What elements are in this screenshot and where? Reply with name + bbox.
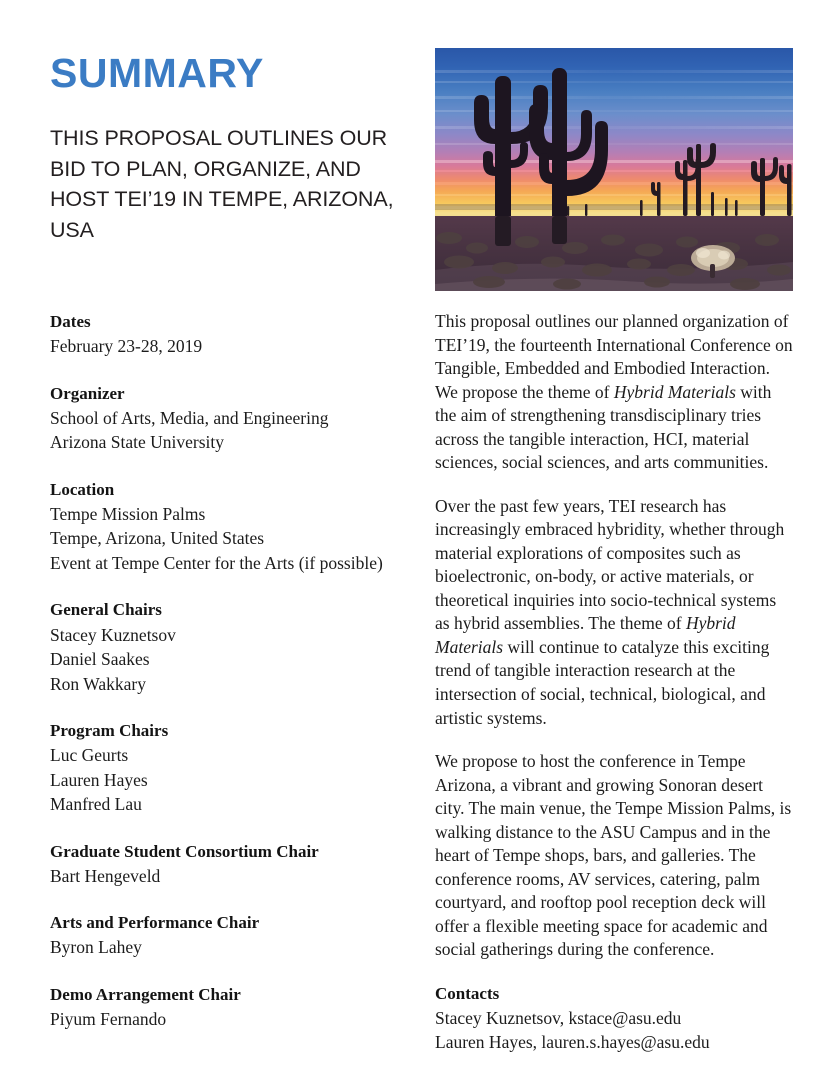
info-block	[50, 310, 425, 359]
info-block-line: Tempe, Arizona, United States	[50, 528, 265, 549]
contact-line: Lauren Hayes, lauren.s.hayes@asu.edu	[435, 1032, 710, 1053]
info-block-line: Arizona State University	[50, 432, 224, 453]
desert-sunset-illustration	[435, 48, 793, 291]
paragraph-list	[435, 310, 793, 962]
info-block-heading: General Chairs	[50, 600, 162, 620]
page-subtitle: THIS PROPOSAL OUTLINES OUR BID TO PLAN, ORGANIZE, AND HOST TEI’19 IN TEMPE, ARIZONA, USA	[50, 126, 394, 242]
emphasis-text: Hybrid Materials	[435, 613, 736, 657]
info-block-line: February 23-28, 2019	[50, 336, 203, 357]
paragraph-text: This proposal outlines our planned organization of TEI’19, the fourteenth International Conference on Tangible, Embedded and Embodied Interaction. We propose the theme of	[435, 311, 793, 402]
emphasis-text: Hybrid Materials	[613, 381, 736, 402]
conference-info-list	[50, 310, 425, 1032]
paragraph-text: We propose to host the conference in Tempe Arizona, a vibrant and growing Sonoran desert city. The main venue, the Tempe Mission Palms, is walking distance to the ASU Campus and in the heart of Tempe shops, bars, and galleries. The conference rooms, AV services, catering, palm courtyard, and rooftop pool reception deck will offer a flexible meeting space for academic and social gatherings during the conference.	[435, 751, 792, 960]
contact-line: Stacey Kuznetsov, kstace@asu.edu	[435, 1007, 682, 1028]
body-paragraph	[435, 310, 793, 475]
page-title: SUMMARY	[50, 50, 264, 96]
info-block-heading: Graduate Student Consortium Chair	[50, 841, 319, 861]
paragraph-text: will continue to catalyze this exciting trend of tangible interaction research at the intersection of social, technical, biological, and artistic systems.	[435, 636, 770, 728]
info-block-line: Daniel Saakes	[50, 649, 150, 669]
info-block-line: Lauren Hayes	[50, 769, 148, 790]
info-block-heading: Dates	[50, 312, 91, 331]
contacts-lines	[435, 1006, 793, 1055]
contacts-heading: Contacts	[435, 983, 500, 1003]
info-block	[50, 719, 425, 817]
info-block-heading: Demo Arrangement Chair	[50, 984, 241, 1004]
info-block-line: Manfred Lau	[50, 794, 142, 815]
info-block-line: Stacey Kuznetsov	[50, 624, 176, 645]
info-block	[50, 382, 425, 455]
info-block-heading: Organizer	[50, 383, 125, 403]
info-block	[50, 840, 425, 889]
info-block	[50, 983, 425, 1032]
contacts-block	[435, 982, 793, 1055]
info-block-line: Luc Geurts	[50, 745, 129, 766]
info-block	[50, 478, 425, 576]
info-block-line: Bart Hengeveld	[50, 865, 161, 886]
info-block-heading: Arts and Performance Chair	[50, 913, 260, 933]
proposal-body-text	[435, 310, 793, 1055]
sonoran-desert-sunset-saguaro-cactus-photo	[435, 48, 793, 291]
info-block-line: Event at Tempe Center for the Arts (if possible)	[50, 552, 383, 573]
info-block-heading: Location	[50, 479, 115, 499]
info-block	[50, 911, 425, 960]
paragraph-text: with the aim of strengthening transdisciplinary tries across the tangible interaction, HCI, material sciences, social sciences, and arts communities.	[435, 381, 772, 473]
info-block-heading: Program Chairs	[50, 721, 169, 740]
body-paragraph	[435, 495, 793, 730]
info-block	[50, 598, 425, 696]
info-block-line: School of Arts, Media, and Engineering	[50, 407, 329, 428]
paragraph-text: Over the past few years, TEI research has increasingly embraced hybridity, whether through material explorations of composites such as bioelectronic, on-body, or active materials, or theoretical inquiries into socio-technical systems as hybrid assemblies. The theme of	[435, 495, 785, 634]
info-block-line: Ron Wakkary	[50, 673, 146, 694]
body-paragraph	[435, 750, 793, 962]
document-header	[50, 52, 420, 245]
info-block-line: Byron Lahey	[50, 937, 142, 958]
info-block-line: Piyum Fernando	[50, 1009, 167, 1029]
info-block-line: Tempe Mission Palms	[50, 503, 206, 524]
